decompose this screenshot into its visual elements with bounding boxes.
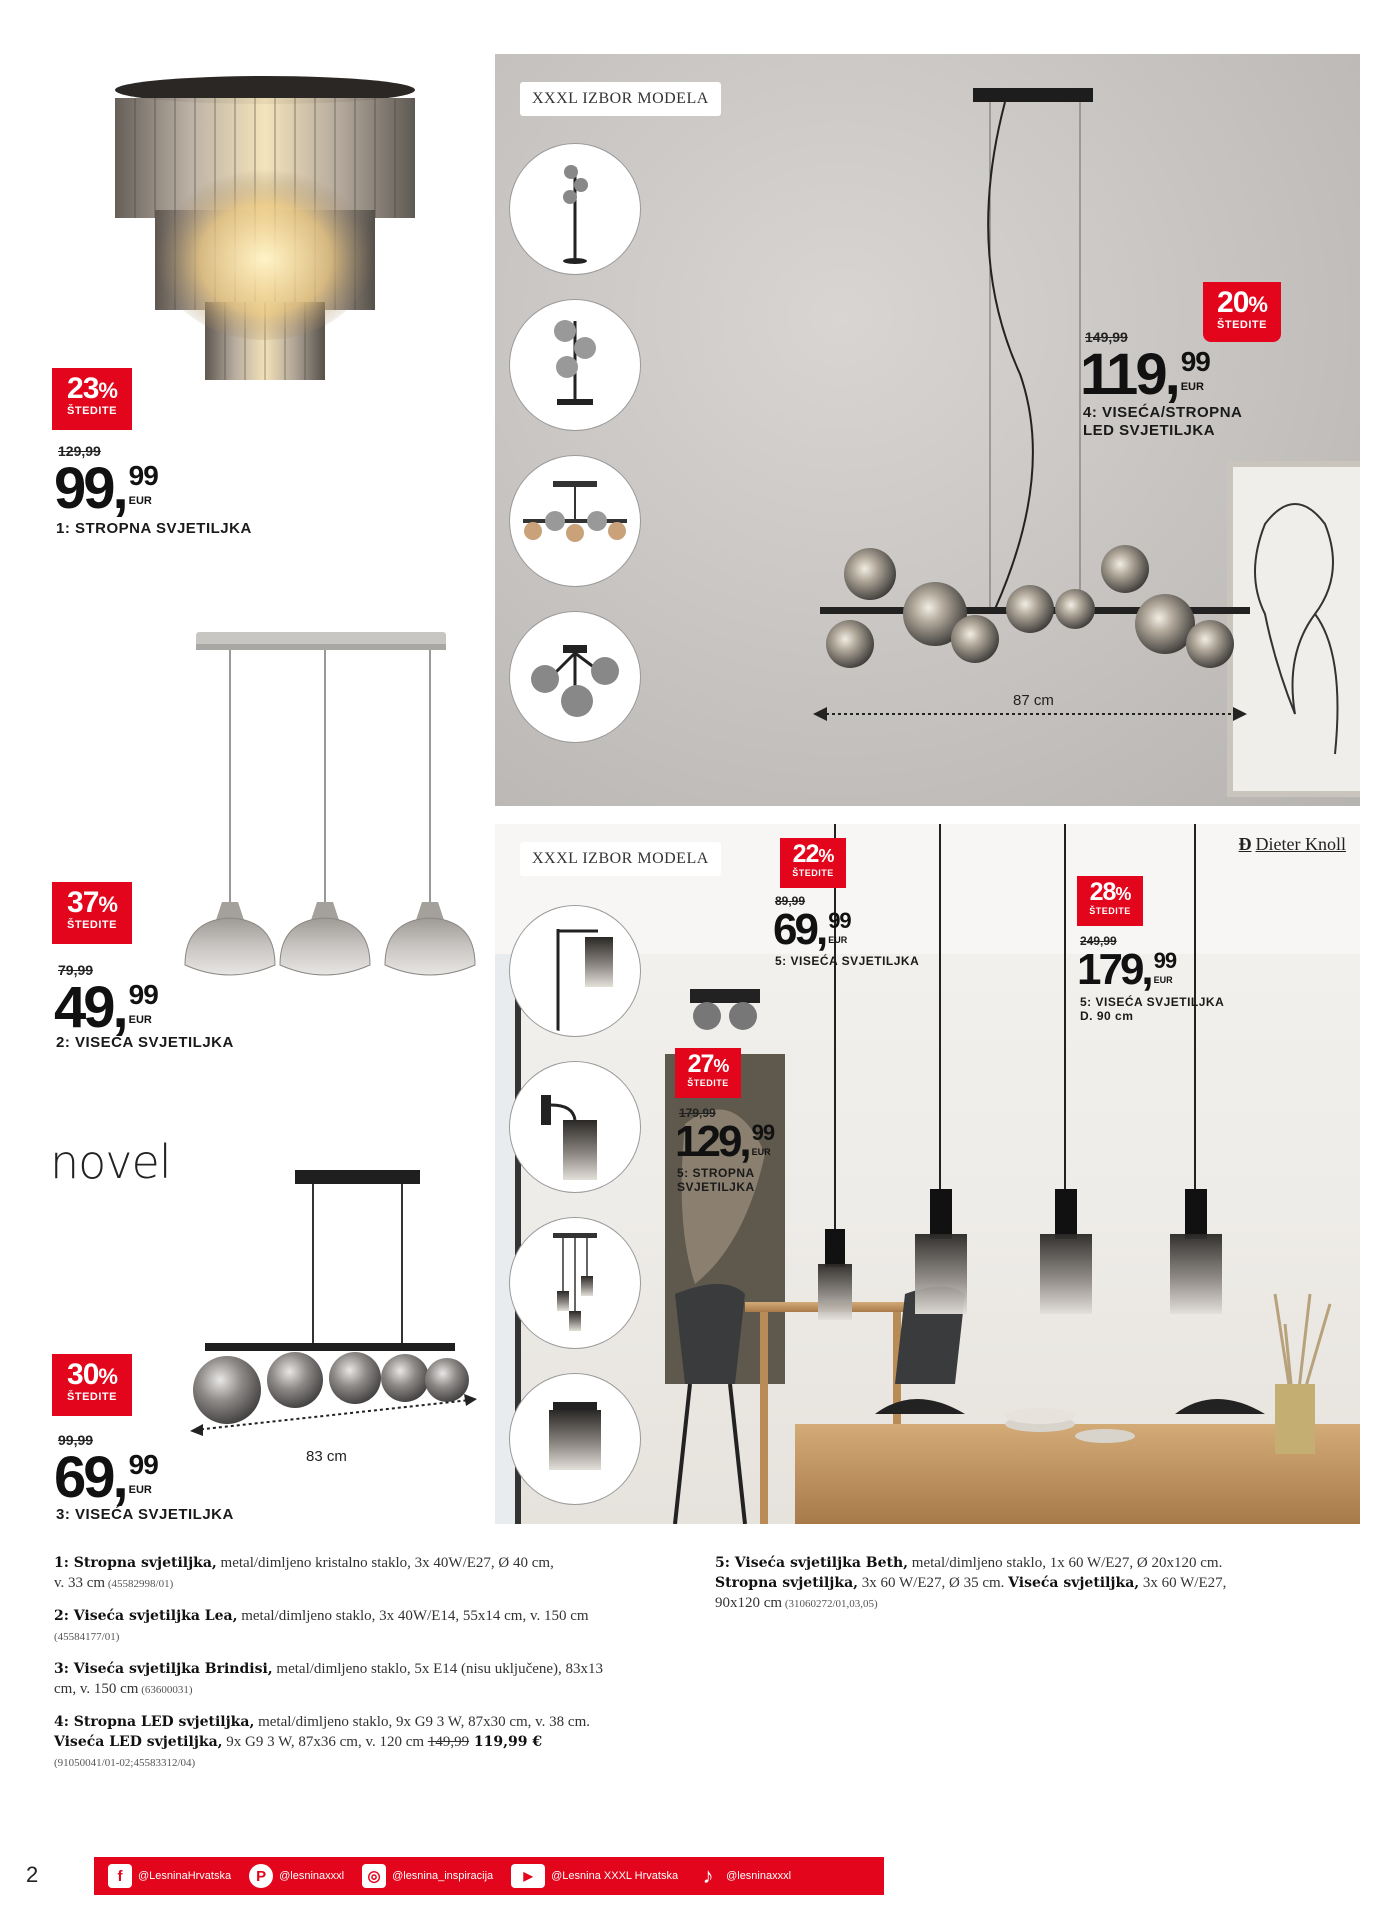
product-label-3: 3: VISEĆA SVJETILJKA: [56, 1506, 234, 1523]
dimension-label-4: 87 cm: [1013, 692, 1054, 709]
model-thumb-triple-pendant[interactable]: [510, 1218, 640, 1348]
product-label-5b: 5: VISEĆA SVJETILJKA D. 90 cm: [1080, 995, 1225, 1024]
model-thumb-table-lamp[interactable]: [510, 300, 640, 430]
discount-badge-4: 20% ŠTEDITE: [1203, 282, 1281, 342]
brand-dieter-knoll: Ð Dieter Knoll: [1238, 834, 1346, 854]
price-5c: 129,99 EUR: [675, 1117, 775, 1166]
product-1-image: [100, 60, 430, 390]
social-link-youtube[interactable]: [511, 1864, 678, 1888]
price-2: 49,99 EUR: [54, 975, 158, 1040]
price-5b: 179,99 EUR: [1077, 945, 1177, 994]
social-handle: @lesninaxxxl: [726, 1870, 792, 1882]
model-thumb-ceiling-cluster[interactable]: [510, 612, 640, 742]
description-5: 5: Viseća svjetiljka Beth, metal/dimljeno staklo, 1x 60 W/E27, Ø 20x120 cm. Stropna svjetiljka, 3x 60 W/E27, Ø 35 cm. Viseća svjetiljka, 3x 60 W/E27, 90x120 cm (31060272/01,03,05): [715, 1555, 1227, 1611]
model-thumb-floor-lamp[interactable]: [510, 144, 640, 274]
description-3: 3: Viseća svjetiljka Brindisi, metal/dimljeno staklo, 5x E14 (nisu uključene), 83x13 cm, v. 150 cm (63600031): [54, 1661, 604, 1697]
price-5a: 69,99 EUR: [773, 905, 851, 954]
page-number: 2: [26, 1862, 39, 1887]
dimension-label-3: 83 cm: [306, 1448, 347, 1465]
old-price-5b: 249,99: [1080, 934, 1117, 948]
old-price-5c: 179,99: [679, 1106, 716, 1120]
discount-badge-3: 30% ŠTEDITE: [52, 1354, 132, 1416]
social-handle: @Lesnina XXXL Hrvatska: [551, 1870, 679, 1882]
social-link-facebook[interactable]: [108, 1864, 231, 1888]
social-link-pinterest[interactable]: [249, 1864, 344, 1888]
social-link-instagram[interactable]: [362, 1864, 493, 1888]
social-handle: @lesnina_inspiracija: [392, 1870, 494, 1882]
price-1: 99,99 EUR: [54, 456, 158, 521]
floor-lamp-icon: [513, 147, 637, 271]
model-thumb-ceiling-bar[interactable]: [510, 456, 640, 586]
model-choice-tag-bottom: XXXL IZBOR MODELA: [520, 842, 721, 876]
instagram-icon: ◎: [362, 1864, 386, 1888]
description-4: 4: Stropna LED svjetiljka, metal/dimljeno staklo, 9x G9 3 W, 87x30 cm, v. 38 cm. Viseća LED svjetiljka, 9x G9 3 W, 87x36 cm, v. 120 cm 149,99 119,99 € (91050041/01-02;45583312/04): [54, 1714, 590, 1769]
old-price-3: 99,99: [58, 1432, 94, 1448]
discount-badge-5a: 22% ŠTEDITE: [780, 838, 846, 888]
brand-logo-novel: novel: [50, 1135, 171, 1189]
model-thumb-ceiling-lamp[interactable]: [510, 1374, 640, 1504]
ceiling-bar-lamp-icon: [513, 459, 637, 583]
social-handle: @lesninaxxxl: [279, 1870, 345, 1882]
photo-panel-top: [495, 54, 1360, 806]
model-thumb-floor-reading-lamp[interactable]: [510, 906, 640, 1036]
triple-pendant-lamp-icon: [513, 1221, 637, 1345]
discount-badge-5c: 27% ŠTEDITE: [675, 1048, 741, 1098]
model-thumb-wall-lamp[interactable]: [510, 1062, 640, 1192]
discount-badge-5b: 28% ŠTEDITE: [1077, 876, 1143, 926]
dieter-knoll-logo-icon: Ð: [1238, 834, 1252, 854]
old-price-1: 129,99: [58, 443, 101, 459]
discount-badge-2: 37% ŠTEDITE: [52, 882, 132, 944]
photo-panel-bottom: [495, 824, 1360, 1524]
discount-badge-1: 23% ŠTEDITE: [52, 368, 132, 430]
product-2-image: [160, 620, 480, 990]
price-3: 69,99 EUR: [54, 1445, 158, 1510]
ceiling-cluster-lamp-icon: [513, 615, 637, 739]
table-lamp-icon: [513, 303, 637, 427]
description-1: 1: Stropna svjetiljka, metal/dimljeno kristalno staklo, 3x 40W/E27, Ø 40 cm, v. 33 cm (45582998/01): [54, 1555, 554, 1591]
product-label-5c: 5: STROPNA SVJETILJKA: [677, 1166, 755, 1195]
old-price-4: 149,99: [1085, 329, 1128, 345]
product-label-2: 2: VISEĆA SVJETILJKA: [56, 1034, 234, 1051]
old-price-5a: 89,99: [775, 894, 806, 908]
tiktok-icon: ♪: [702, 1863, 714, 1888]
model-choice-tag-top: XXXL IZBOR MODELA: [520, 82, 721, 116]
pinterest-icon: P: [249, 1864, 273, 1888]
youtube-icon: ▶: [511, 1864, 545, 1888]
ceiling-lamp-icon: [513, 1377, 637, 1501]
social-media-bar: [94, 1857, 884, 1895]
facebook-icon: f: [108, 1864, 132, 1888]
old-price-2: 79,99: [58, 962, 94, 978]
social-link-tiktok[interactable]: [696, 1864, 791, 1888]
product-label-1: 1: STROPNA SVJETILJKA: [56, 520, 252, 537]
wall-lamp-icon: [513, 1065, 637, 1189]
product-label-5a: 5: VISEĆA SVJETILJKA: [775, 954, 920, 968]
description-2: 2: Viseća svjetiljka Lea, metal/dimljeno staklo, 3x 40W/E14, 55x14 cm, v. 150 cm (45584177/01): [54, 1608, 589, 1643]
floor-reading-lamp-icon: [513, 909, 637, 1033]
price-4: 119,99 EUR: [1080, 342, 1210, 407]
social-handle: @LesninaHrvatska: [138, 1870, 232, 1882]
product-label-4: 4: VISEĆA/STROPNA LED SVJETILJKA: [1083, 404, 1243, 439]
product-3-image: [185, 1160, 485, 1445]
